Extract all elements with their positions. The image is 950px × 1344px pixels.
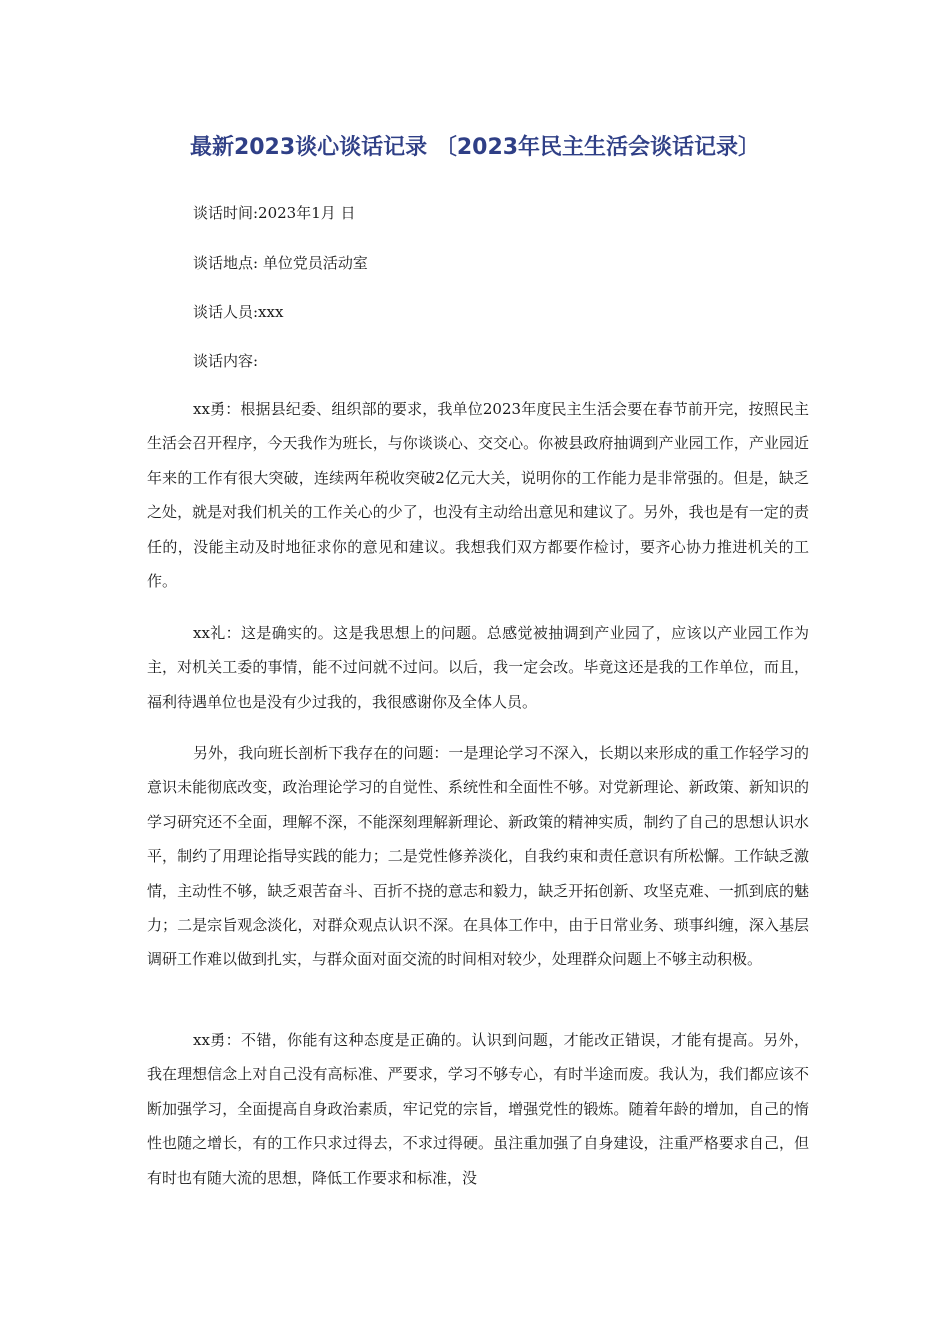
meta-people: 谈话人员:xxx [193, 303, 284, 321]
paragraph-3: 另外，我向班长剖析下我存在的问题：一是理论学习不深入，长期以来形成的重工作轻学习的意识未能彻底改变，政治理论学习的自觉性、系统性和全面性不够。对党新理论、新政策、新知识的学习研究还不全面，理解不深，不能深刻理解新理论、新政策的精神实质，制约了自己的思想认识水平，制约了用理论指导实践的能力；二是党性修养淡化，自我约束和责任意识有所松懈。工作缺乏激情，主动性不够，缺乏艰苦奋斗、百折不挠的意志和毅力，缺乏开拓创新、攻坚克难、一抓到底的魅力；二是宗旨观念淡化，对群众观点认识不深。在具体工作中，由于日常业务、琐事纠缠，深入基层调研工作难以做到扎实，与群众面对面交流的时间相对较少，处理群众问题上不够主动积极。 [147, 744, 809, 969]
meta-place: 谈话地点: 单位党员活动室 [193, 254, 368, 272]
paragraph-2: xx礼：这是确实的。这是我思想上的问题。总感觉被抽调到产业园了，应该以产业园工作为主，对机关工委的事情，能不过问就不过问。以后，我一定会改。毕竟这还是我的工作单位，而且，福利待遇单位也是没有少过我的，我很感谢你及全体人员。 [147, 624, 809, 711]
meta-time: 谈话时间:2023年1月 日 [193, 204, 356, 222]
meta-content-label: 谈话内容: [193, 352, 259, 370]
document-title: 最新2023谈心谈话记录 〔2023年民主生活会谈话记录〕 [189, 135, 761, 160]
paragraph-1: xx勇：根据县纪委、组织部的要求，我单位2023年度民主生活会要在春节前开完，按照民主生活会召开程序，今天我作为班长，与你谈谈心、交交心。你被县政府抽调到产业园工作，产业园近年来的工作有很大突破，连续两年税收突破2亿元大关，说明你的工作能力是非常强的。但是，缺乏之处，就是对我们机关的工作关心的少了，也没有主动给出意见和建议了。另外，我也是有一定的责任的，没能主动及时地征求你的意见和建议。我想我们双方都要作检讨，要齐心协力推进机关的工作。 [147, 400, 809, 591]
paragraph-4: xx勇：不错，你能有这种态度是正确的。认识到问题，才能改正错误，才能有提高。另外，我在理想信念上对自己没有高标准、严要求，学习不够专心，有时半途而废。我认为，我们都应该不断加强学习，全面提高自身政治素质，牢记党的宗旨，增强党性的锻炼。随着年龄的增加，自己的惰性也随之增长，有的工作只求过得去，不求过得硬。虽注重加强了自身建设，注重严格要求自己，但有时也有随大流的思想，降低工作要求和标准，没 [147, 1031, 809, 1187]
